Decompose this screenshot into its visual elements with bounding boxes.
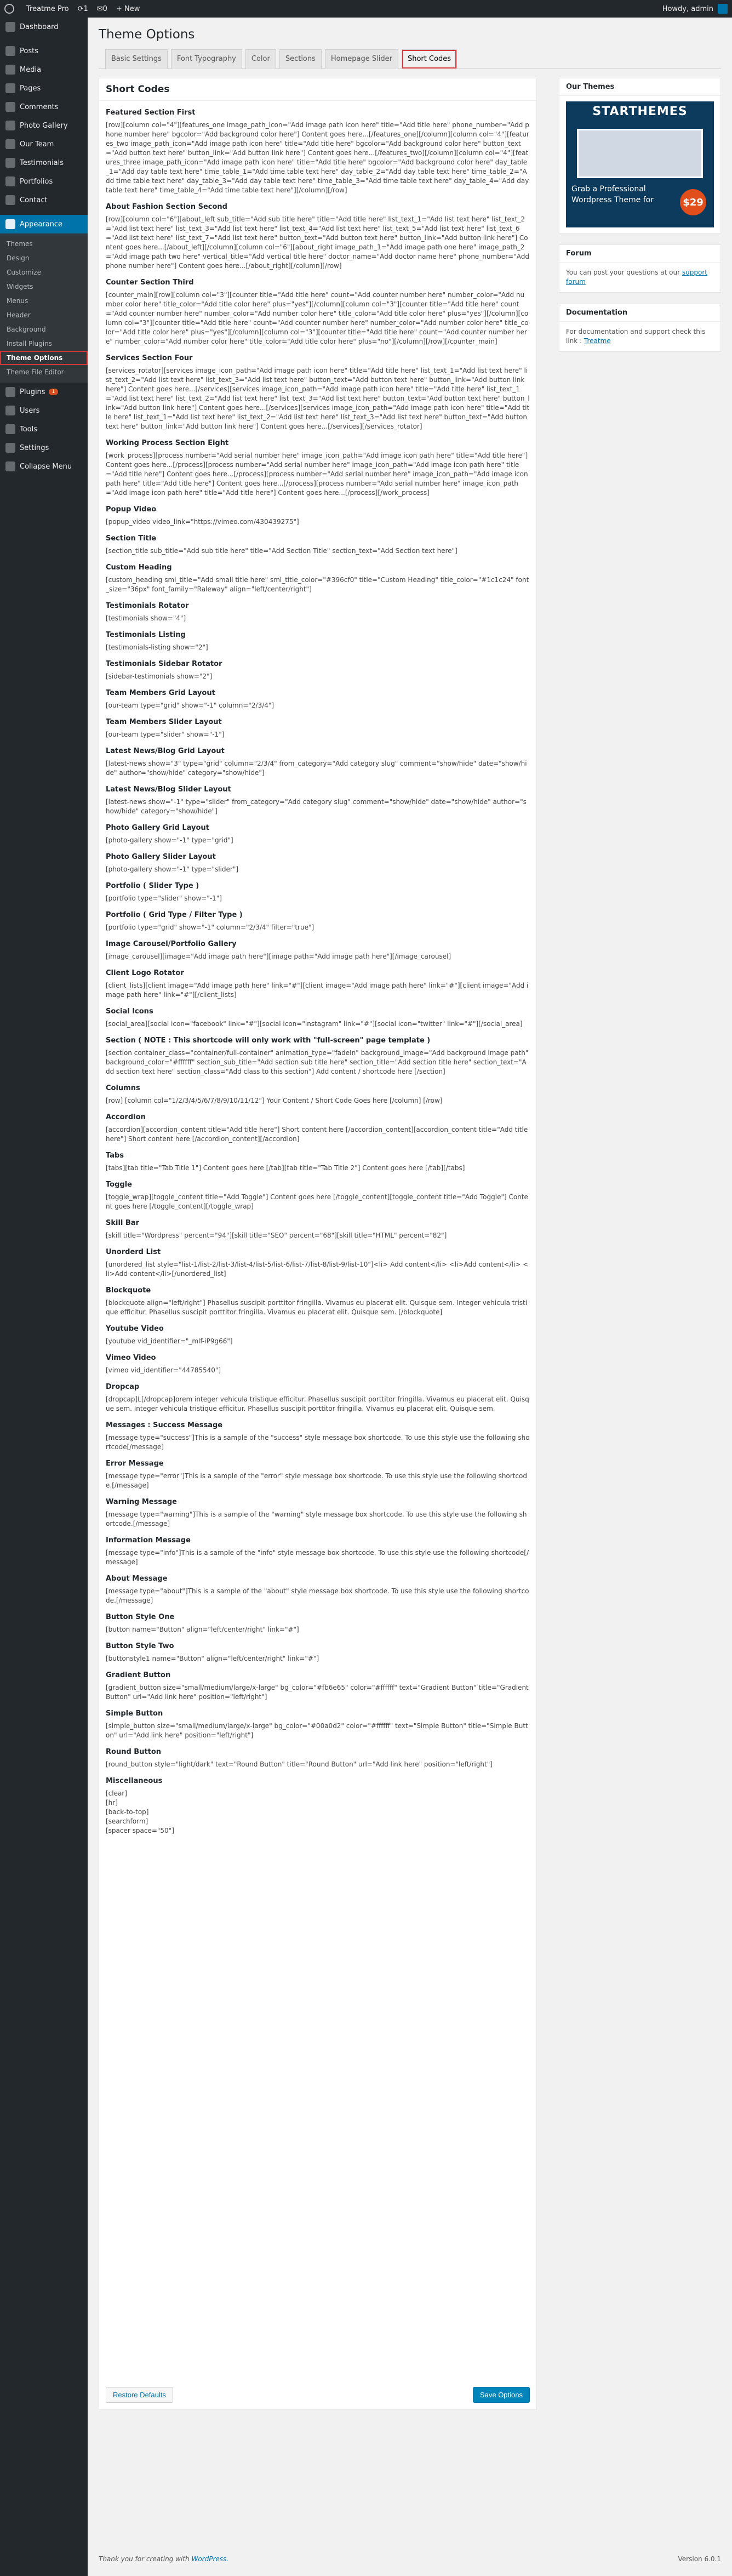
shortcode-code: [popup_video video_link="https://vimeo.com/430439275"] bbox=[106, 518, 299, 526]
documentation-widget bbox=[559, 304, 721, 352]
shortcode-code: [vimeo vid_identifier="44785540"] bbox=[106, 1366, 221, 1374]
portfolio-icon bbox=[5, 176, 15, 186]
shortcode-title: Accordion bbox=[106, 1113, 146, 1121]
shortcode-item bbox=[99, 1279, 536, 1317]
shortcode-title: Simple Button bbox=[106, 1709, 163, 1718]
options-tabs bbox=[99, 49, 721, 69]
shortcode-code: [row][column col="4"][features_one image_path_icon="Add image path icon here" title="Add title here" phone_number="Add phone number here" bgcolor="Add background color here"] Content goes here...[/features_one][/column][column col="4"][features_two image_path_icon="Add image path icon here" title="Add title here" bgcolor="Add background color here" button_text="Add button text here" button_link="Add button link here"] Content goes here...[/features_two][/column][column col="4"][features_three image_path_icon="Add image path icon here" title="Add title here" bgcolor="Add background color here" day_table_1="Add day table text here" time_table_1="Add time table text here" day_table_2="Add day table text here" time_table_2="Add time table text here" day_table_3="Add day table text here" time_table_3="Add time table text here" day_table_4="Add day table text here" time_table_4="Add time table text here"][/column][/row] bbox=[106, 121, 529, 194]
tab-color[interactable]: Color bbox=[245, 49, 276, 69]
submenu-item-theme-file-editor[interactable]: Theme File Editor bbox=[7, 368, 64, 376]
shortcode-item bbox=[99, 1567, 536, 1605]
shortcode-item bbox=[99, 932, 536, 961]
shortcode-title: About Fashion Section Second bbox=[106, 203, 227, 211]
banner-tagline: Grab a Professional Wordpress Theme for bbox=[571, 185, 654, 204]
footer-thanks: Thank you for creating with WordPress. bbox=[99, 2555, 229, 2563]
menu-item-portfolios[interactable] bbox=[0, 172, 88, 191]
shortcode-title: Testimonials Sidebar Rotator bbox=[106, 660, 222, 668]
menu-item-label: Collapse Menu bbox=[20, 462, 72, 471]
shortcode-code: [image_carousel][image="Add image path here"][image path="Add image path here"][/image_carousel] bbox=[106, 953, 451, 960]
shortcode-code: [blockquote align="left/right"] Phasellus suscipit porttitor fringilla. Vivamus eu placerat elit. Quisque sem. Integer vehicula tristique efficitur. Phasellus suscipit porttitor fringilla. Vivamus eu placerat elit. Quisque sem. [/blockquote] bbox=[106, 1299, 528, 1316]
menu-item-testimonials[interactable] bbox=[0, 153, 88, 172]
menu-item-plugins[interactable] bbox=[0, 383, 88, 401]
shortcode-item bbox=[99, 1663, 536, 1702]
shortcode-item bbox=[99, 845, 536, 874]
users-icon bbox=[5, 406, 15, 415]
submenu-item-widgets[interactable]: Widgets bbox=[7, 283, 33, 290]
shortcode-item bbox=[99, 431, 536, 498]
shortcode-title: Latest News/Blog Slider Layout bbox=[106, 785, 231, 794]
shortcode-title: About Message bbox=[106, 1575, 168, 1583]
shortcode-title: Image Carousel/Portfolio Gallery bbox=[106, 940, 237, 948]
shortcode-title: Portfolio ( Slider Type ) bbox=[106, 882, 199, 890]
shortcode-code: [youtube vid_identifier="_mlf-iP9g66"] bbox=[106, 1337, 233, 1345]
submenu-item-design[interactable]: Design bbox=[7, 254, 30, 262]
menu-item-tools[interactable] bbox=[0, 420, 88, 438]
team-icon bbox=[5, 139, 15, 149]
shortcode-code: [social_area][social icon="facebook" link="#"][social icon="instagram" link="#"][social icon="twitter" link="#"][/social_area] bbox=[106, 1020, 523, 1028]
shortcode-code: [testimonials show="4"] bbox=[106, 614, 186, 622]
submenu-item-customize[interactable]: Customize bbox=[7, 269, 41, 276]
shortcode-item bbox=[99, 1173, 536, 1211]
sidebar bbox=[559, 78, 721, 363]
shortcode-code: [counter_main][row][column col="3"][counter title="Add title here" count="Add counter number here" number_color="Add number color here" title_color="Add title color here" plus="yes"][/column][column col="3"][counter title="Add title here" count="Add counter number here" number_color="Add number color here" title_color="Add title color here" plus="yes"][/column][column col="3"][counter title="Add title here" count="Add counter number here" number_color="Add number color here" title_color="Add title color here" plus="yes"][/column][column col="3"][counter title="Add title here" count="Add counter number here" number_color="Add number color here" title_color="Add title color here" plus="no"][/column][/row][/counter_main] bbox=[106, 291, 529, 345]
shortcode-item bbox=[99, 1490, 536, 1529]
collapse-icon bbox=[5, 461, 15, 471]
updates-icon: ⟳ bbox=[77, 4, 84, 13]
shortcode-code: [section_title sub_title="Add sub title here" title="Add Section Title" section_text="Add Section text here"] bbox=[106, 547, 458, 555]
submenu-item-header[interactable]: Header bbox=[7, 311, 31, 319]
shortcode-code: [latest-news show="3" type="grid" column="2/3/4" from_category="Add category slug" comment="show/hide" date="show/hide" author="show/hide" category="show/hide"] bbox=[106, 760, 527, 777]
shortcode-title: Error Message bbox=[106, 1460, 164, 1468]
shortcode-code: [portfolio type="grid" show="-1" column="2/3/4" filter="true"] bbox=[106, 924, 314, 931]
shortcode-code: [sidebar-testimonials show="2"] bbox=[106, 673, 213, 680]
footer-version: Version 6.0.1 bbox=[678, 2555, 721, 2563]
widget-title: Documentation bbox=[559, 304, 720, 322]
shortcode-code: [message type="about"]This is a sample of the "about" style message box shortcode. To use this style use the following shortcode.[/message] bbox=[106, 1587, 529, 1604]
menu-item-label: Plugins bbox=[20, 387, 45, 396]
menu-item-label: Photo Gallery bbox=[20, 121, 68, 130]
shortcode-item bbox=[99, 498, 536, 527]
gallery-icon bbox=[5, 121, 15, 130]
shortcode-code: [client_lists][client image="Add image path here" link="#"][client image="Add image path here" link="#"][client image="Add image path here" link="#"][/client_lists] bbox=[106, 982, 529, 999]
shortcode-code: [round_button style="light/dark" text="Round Button" title="Round Button" url="Add link here" position="left/right"] bbox=[106, 1760, 493, 1768]
restore-defaults-button[interactable]: Restore Defaults bbox=[106, 2387, 173, 2403]
shortcode-code: [dropcap]L[/dropcap]orem integer vehicula tristique efficitur. Phasellus suscipit porttitor fringilla. Vivamus eu placerat elit. Quisque sem. Integer vehicula tristique efficitur. Phasellus suscipit porttitor fringilla. Vivamus eu placerat elit. Quisque sem. bbox=[106, 1395, 529, 1412]
shortcode-item bbox=[99, 961, 536, 1000]
shortcode-item bbox=[99, 778, 536, 816]
shortcode-item bbox=[99, 874, 536, 903]
shortcode-title: Vimeo Video bbox=[106, 1354, 156, 1362]
menu-item-users[interactable] bbox=[0, 401, 88, 420]
shortcode-title: Gradient Button bbox=[106, 1671, 171, 1679]
shortcode-title: Unorderd List bbox=[106, 1248, 161, 1256]
shortcode-title: Photo Gallery Slider Layout bbox=[106, 853, 216, 861]
menu-item-label: Posts bbox=[20, 47, 38, 55]
panel-title: Short Codes bbox=[99, 78, 536, 101]
shortcode-title: Columns bbox=[106, 1084, 140, 1092]
shortcode-title: Testimonials Rotator bbox=[106, 602, 189, 610]
shortcode-title: Section Title bbox=[106, 534, 157, 543]
comment-icon bbox=[5, 102, 15, 112]
shortcode-code: [message type="error"]This is a sample of the "error" style message box shortcode. To use this style use the following shortcode.[/message] bbox=[106, 1472, 527, 1489]
shortcode-title: Toggle bbox=[106, 1181, 132, 1189]
shortcode-item bbox=[99, 652, 536, 681]
shortcode-title: Round Button bbox=[106, 1748, 162, 1756]
shortcode-code: [clear] [hr] [back-to-top] [searchform] [spacer space="50"] bbox=[106, 1789, 174, 1834]
tab-font-typography[interactable]: Font Typography bbox=[171, 49, 242, 69]
updates-link[interactable]: ⟳ 1 bbox=[77, 4, 88, 13]
our-themes-widget bbox=[559, 78, 721, 233]
shortcode-item bbox=[99, 1634, 536, 1663]
submenu-item-themes[interactable]: Themes bbox=[7, 240, 33, 248]
shortcode-item bbox=[99, 1769, 536, 1836]
shortcode-item bbox=[99, 101, 536, 195]
my-account[interactable]: Howdy, admin bbox=[662, 4, 728, 14]
shortcode-item bbox=[99, 1211, 536, 1240]
menu-item-label: Media bbox=[20, 65, 42, 74]
shortcode-title: Button Style One bbox=[106, 1613, 175, 1621]
menu-item-label: Tools bbox=[20, 425, 38, 434]
shortcode-code: [unordered_list style="list-1/list-2/list-3/list-4/list-5/list-6/list-7/list-8/list-9/list-10"]<li> Add content</li> <li>Add content</li> <li>Add content</li>[/unordered_list] bbox=[106, 1261, 529, 1278]
mail-icon bbox=[5, 195, 15, 205]
theme-screenshots bbox=[577, 129, 703, 178]
menu-item-photo-gallery[interactable] bbox=[0, 116, 88, 135]
menu-item-settings[interactable] bbox=[0, 438, 88, 457]
shortcode-code: [skill title="Wordpress" percent="94"][skill title="SEO" percent="68"][skill title="HTML" percent="82"] bbox=[106, 1232, 447, 1239]
shortcode-title: Social Icons bbox=[106, 1007, 153, 1016]
menu-item-label: Pages bbox=[20, 84, 41, 93]
shortcode-item bbox=[99, 1076, 536, 1105]
shortcode-code: [row][column col="6"][about_left sub_title="Add sub title here" title="Add title here" list_text_1="Add list text here" list_text_2="Add list text here" list_text_3="Add list text here" list_text_4="Add list text here" list_text_5="Add list text here" list_text_6="Add list text here" list_text_7="Add list text here" button_text="Add button text here" button_link="Add button link here"] Content goes here...[/about_left][/column][column col="6"][about_right image_path_1="Add image path one here" image_path_2="Add image path two here" vertical_title="Add vertical title here" doctor_name="Add doctor name here" phone_number="Add phone number here"] Content goes here...[/about_right][/column][/row] bbox=[106, 215, 529, 270]
shortcode-title: Featured Section First bbox=[106, 109, 196, 117]
wp-logo-icon[interactable] bbox=[4, 4, 18, 14]
shortcode-code: [message type="success"]This is a sample of the "success" style message box shortcode. To use this style use the following shortcode[/message] bbox=[106, 1434, 530, 1451]
widget-title: Our Themes bbox=[559, 78, 720, 96]
menu-item-posts[interactable] bbox=[0, 42, 88, 60]
forum-widget bbox=[559, 244, 721, 293]
forum-text: You can post your questions at our bbox=[566, 269, 680, 276]
shortcode-item bbox=[99, 1702, 536, 1740]
menu-item-media[interactable] bbox=[0, 60, 88, 79]
tab-short-codes[interactable]: Short Codes bbox=[402, 49, 457, 69]
shortcode-title: Client Logo Rotator bbox=[106, 969, 184, 977]
shortcode-item bbox=[99, 1029, 536, 1076]
shortcode-title: Button Style Two bbox=[106, 1642, 174, 1650]
save-options-button[interactable]: Save Options bbox=[473, 2387, 530, 2403]
shortcode-title: Dropcap bbox=[106, 1383, 140, 1391]
themes-banner[interactable] bbox=[566, 101, 714, 227]
shortcode-item bbox=[99, 816, 536, 845]
shortcode-title: Information Message bbox=[106, 1536, 191, 1545]
shortcode-code: [our-team type="grid" show="-1" column="2/3/4"] bbox=[106, 702, 274, 709]
new-content-link[interactable]: + New bbox=[116, 4, 140, 13]
plugin-icon bbox=[5, 387, 15, 397]
submenu-item-background[interactable]: Background bbox=[7, 326, 46, 333]
shortcode-item bbox=[99, 710, 536, 739]
shortcode-title: Custom Heading bbox=[106, 563, 172, 572]
tools-icon bbox=[5, 424, 15, 434]
shortcode-code: [buttonstyle1 name="Button" align="left/center/right" link="#"] bbox=[106, 1655, 319, 1662]
update-count-badge: 1 bbox=[49, 389, 59, 395]
shortcode-code: [testimonials-listing show="2"] bbox=[106, 643, 208, 651]
shortcode-title: Tabs bbox=[106, 1152, 124, 1160]
shortcode-title: Youtube Video bbox=[106, 1325, 164, 1333]
shortcode-item bbox=[99, 1414, 536, 1452]
widget-title: Forum bbox=[559, 245, 720, 263]
tab-basic-settings[interactable]: Basic Settings bbox=[105, 49, 168, 69]
shortcode-code: [accordion][accordion_content title="Add title here"] Short content here [/accordion_content][accordion_content title="Add title here"] Short content here [/accordion_content][/accordion] bbox=[106, 1126, 528, 1143]
shortcode-item bbox=[99, 346, 536, 431]
admin-menu bbox=[0, 18, 88, 2576]
shortcode-item bbox=[99, 903, 536, 932]
quote-icon bbox=[5, 158, 15, 168]
menu-item-appearance[interactable] bbox=[0, 215, 88, 233]
shortcode-title: Section ( NOTE : This shortcode will only work with "full-screen" page template ) bbox=[106, 1036, 431, 1045]
shortcode-code: [toggle_wrap][toggle_content title="Add Toggle"] Content goes here [/toggle_content][toggle_content title="Add Toggle"] Content goes here [/toggle_content][/toggle_wrap] bbox=[106, 1193, 528, 1210]
shortcode-item bbox=[99, 623, 536, 652]
shortcode-item bbox=[99, 1452, 536, 1490]
shortcode-item bbox=[99, 1144, 536, 1173]
shortcode-title: Warning Message bbox=[106, 1498, 177, 1506]
shortcode-item bbox=[99, 1317, 536, 1346]
shortcode-code: [simple_button size="small/medium/large/x-large" bg_color="#00a0d2" color="#ffffff" text="Simple Button" title="Simple Button" url="Add link here" position="left/right"] bbox=[106, 1722, 528, 1739]
submenu-item-install-plugins[interactable]: Install Plugins bbox=[7, 340, 52, 347]
shortcode-item bbox=[99, 594, 536, 623]
shortcode-item bbox=[99, 527, 536, 556]
price-badge: $29 bbox=[680, 189, 706, 215]
admin-bar bbox=[0, 0, 732, 18]
menu-item-label: Comments bbox=[20, 102, 59, 111]
page-icon bbox=[5, 83, 15, 93]
support-forum-link[interactable]: support forum bbox=[566, 269, 707, 286]
shortcode-title: Photo Gallery Grid Layout bbox=[106, 824, 209, 832]
shortcode-item bbox=[99, 681, 536, 710]
shortcode-item bbox=[99, 739, 536, 778]
documentation-link[interactable]: Treatme bbox=[584, 337, 611, 345]
menu-item-label: Contact bbox=[20, 196, 48, 204]
brush-icon bbox=[5, 219, 15, 229]
shortcode-item bbox=[99, 1740, 536, 1769]
tab-sections[interactable]: Sections bbox=[279, 49, 322, 69]
shortcode-code: [gradient_button size="small/medium/large/x-large" bg_color="#fb6e65" color="#ffffff" text="Gradient Button" title="Gradient Button" url="Add link here" position="left/right"] bbox=[106, 1684, 529, 1701]
shortcode-item bbox=[99, 1000, 536, 1029]
tab-homepage-slider[interactable]: Homepage Slider bbox=[325, 49, 398, 69]
shortcode-item bbox=[99, 1240, 536, 1279]
shortcode-title: Counter Section Third bbox=[106, 278, 194, 287]
shortcode-item bbox=[99, 556, 536, 594]
submenu-item-menus[interactable]: Menus bbox=[7, 297, 28, 305]
submenu-item-theme-options[interactable]: Theme Options bbox=[0, 351, 88, 365]
shortcode-title: Team Members Grid Layout bbox=[106, 689, 215, 697]
shortcode-item bbox=[99, 1529, 536, 1567]
shortcode-title: Miscellaneous bbox=[106, 1777, 163, 1785]
pin-icon bbox=[5, 46, 15, 56]
shortcode-code: [work_process][process number="Add serial number here" image_icon_path="Add image icon path here" title="Add title here"] Content goes here...[/process][process number="Add serial number here" image_icon_path="Add image icon path here" title="Add title here"] Content goes here...[/process][process number="Add serial number here" image_icon_path="Add image icon path here" title="Add title here"] Content goes here...[/process][process number="Add serial number here" image_icon_path="Add image icon path here" title="Add title here"] Content goes here...[/process][/work_process] bbox=[106, 452, 528, 497]
shortcode-code: [portfolio type="slider" show="-1"] bbox=[106, 894, 222, 902]
comment-icon: ✉ bbox=[96, 4, 103, 13]
shortcode-code: [message type="warning"]This is a sample of the "warning" style message box shortcode. To use this style use the following shortcode.[/message] bbox=[106, 1511, 527, 1528]
shortcode-title: Working Process Section Eight bbox=[106, 439, 229, 447]
shortcode-list bbox=[99, 101, 536, 1836]
shortcode-title: Latest News/Blog Grid Layout bbox=[106, 747, 225, 755]
menu-item-our-team[interactable] bbox=[0, 135, 88, 153]
shortcode-item bbox=[99, 271, 536, 346]
menu-item-label: Dashboard bbox=[20, 22, 59, 31]
shortcode-title: Portfolio ( Grid Type / Filter Type ) bbox=[106, 911, 243, 919]
shortcode-code: [section container_class="container/full-container" animation_type="fadeIn" background_image="Add background image path" background_color="#ffffff" section_sub_title="Add section sub title here" section_title="Add section title here" section_text="Add section text here" section_class="Add class to this section"] Add content / shortcode here [/section] bbox=[106, 1049, 529, 1075]
page-title: Theme Options bbox=[99, 27, 195, 42]
shortcode-code: [message type="info"]This is a sample of the "info" style message box shortcode. To use this style use the following shortcode[/message] bbox=[106, 1549, 529, 1566]
menu-separator bbox=[0, 36, 88, 42]
shortcode-code: [button name="Button" align="left/center/right" link="#"] bbox=[106, 1626, 299, 1633]
shortcode-item bbox=[99, 1605, 536, 1634]
doc-text: For documentation and support check this link : bbox=[566, 328, 706, 345]
menu-item-collapse-menu[interactable] bbox=[0, 457, 88, 476]
wordpress-link[interactable]: WordPress. bbox=[191, 2555, 229, 2563]
media-icon bbox=[5, 65, 15, 75]
menu-item-label: Our Team bbox=[20, 140, 54, 149]
shortcode-item bbox=[99, 1375, 536, 1414]
shortcode-item bbox=[99, 195, 536, 271]
shortcode-title: Popup Video bbox=[106, 505, 157, 514]
menu-item-label: Portfolios bbox=[20, 177, 53, 186]
shortcode-code: [custom_heading sml_title="Add small title here" sml_title_color="#396cf0" title="Custom Heading" title_color="#1c1c24" font_size="36px" font_family="Raleway" align="left/center/right"] bbox=[106, 576, 529, 593]
menu-item-comments[interactable] bbox=[0, 98, 88, 116]
menu-item-label: Settings bbox=[20, 443, 49, 452]
shortcode-title: Team Members Slider Layout bbox=[106, 718, 222, 726]
menu-item-label: Appearance bbox=[20, 220, 63, 229]
shortcode-item bbox=[99, 1105, 536, 1144]
shortcode-title: Blockquote bbox=[106, 1286, 151, 1295]
banner-logo: STARTHEMES bbox=[592, 105, 688, 118]
settings-icon bbox=[5, 443, 15, 453]
shortcode-code: [row] [column col="1/2/3/4/5/6/7/8/9/10/11/12"] Your Content / Short Code Goes here [/column] [/row] bbox=[106, 1097, 443, 1104]
appearance-submenu bbox=[0, 233, 88, 383]
menu-separator bbox=[0, 209, 88, 215]
menu-item-label: Testimonials bbox=[20, 158, 64, 167]
shortcode-title: Testimonials Listing bbox=[106, 631, 186, 639]
shortcode-code: [services_rotator][services image_icon_path="Add image path icon here" title="Add title here" list_text_1="Add list text here" list_text_2="Add list text here" list_text_3="Add list text here" button_text="Add button text here" button_link="Add button link here"] Content goes here...[/services][services image_icon_path="Add image path icon here" title="Add title here" list_text_1="Add list text here" list_text_2="Add list text here" list_text_3="Add list text here" button_text="Add button text here" button_link="Add button link here"] Content goes here...[/services][services image_icon_path="Add image path icon here" title="Add title here" list_text_1="Add list text here" list_text_2="Add list text here" list_text_3="Add list text here" button_text="Add button text here" button_link="Add button link here"] Content goes here...[/services][/services_rotator] bbox=[106, 367, 530, 430]
shortcode-title: Services Section Four bbox=[106, 354, 193, 362]
shortcode-code: [photo-gallery show="-1" type="grid"] bbox=[106, 836, 233, 844]
comments-link[interactable]: ✉ 0 bbox=[96, 4, 107, 13]
shortcode-code: [photo-gallery show="-1" type="slider"] bbox=[106, 865, 239, 873]
site-name-link[interactable]: Treatme Pro bbox=[26, 4, 69, 13]
shortcode-title: Messages : Success Message bbox=[106, 1421, 223, 1429]
shortcodes-panel bbox=[99, 78, 537, 2410]
shortcode-code: [tabs][tab title="Tab Title 1"] Content goes here [/tab][tab title="Tab Title 2"] Content goes here [/tab][/tabs] bbox=[106, 1164, 465, 1172]
menu-item-pages[interactable] bbox=[0, 79, 88, 98]
menu-item-label: Users bbox=[20, 406, 40, 415]
avatar bbox=[718, 4, 728, 14]
shortcode-item bbox=[99, 1346, 536, 1375]
shortcode-title: Skill Bar bbox=[106, 1219, 139, 1227]
menu-item-contact[interactable] bbox=[0, 191, 88, 209]
menu-item-dashboard[interactable] bbox=[0, 18, 88, 36]
dashboard-icon bbox=[5, 22, 15, 32]
shortcode-code: [latest-news show="-1" type="slider" from_category="Add category slug" comment="show/hide" date="show/hide" author="show/hide" category="show/hide"] bbox=[106, 798, 527, 815]
shortcode-code: [our-team type="slider" show="-1"] bbox=[106, 731, 225, 738]
